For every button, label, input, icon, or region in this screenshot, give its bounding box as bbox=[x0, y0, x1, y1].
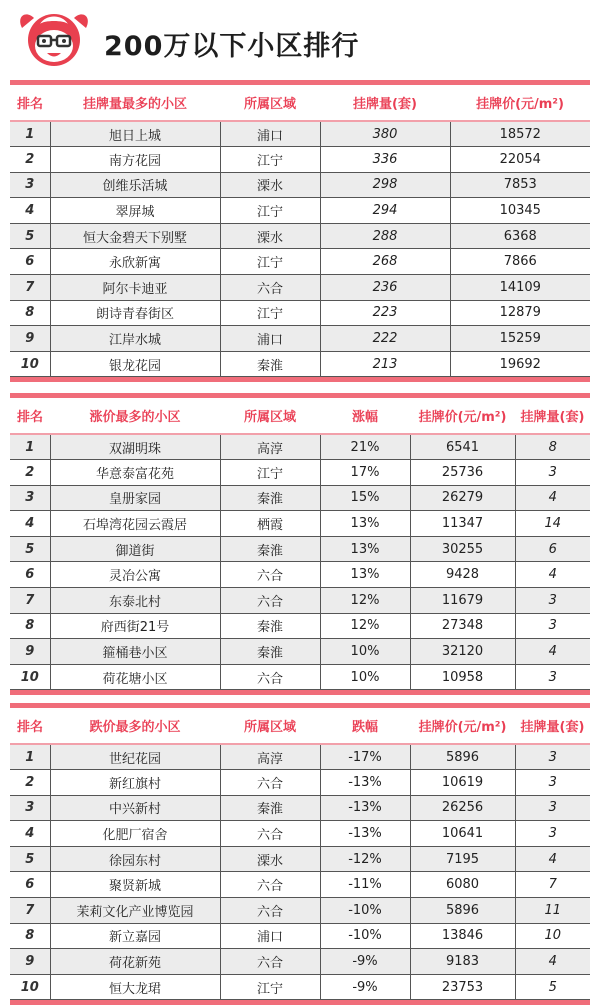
rank-cell: 4 bbox=[10, 821, 50, 847]
district-cell: 浦口 bbox=[220, 923, 320, 949]
listings-cell: 4 bbox=[515, 949, 590, 975]
community-cell: 旭日上城 bbox=[50, 121, 220, 147]
community-cell: 聚贤新城 bbox=[50, 872, 220, 898]
community-cell: 新立嘉园 bbox=[50, 923, 220, 949]
community-cell: 南方花园 bbox=[50, 147, 220, 173]
district-cell: 高淳 bbox=[220, 744, 320, 770]
community-cell: 银龙花园 bbox=[50, 351, 220, 377]
listings-cell: 7 bbox=[515, 872, 590, 898]
community-cell: 创维乐活城 bbox=[50, 172, 220, 198]
price-cell: 10619 bbox=[410, 770, 515, 796]
rank-cell: 6 bbox=[10, 872, 50, 898]
price-cell: 5896 bbox=[410, 744, 515, 770]
rank-cell: 6 bbox=[10, 249, 50, 275]
community-cell: 恒大金碧天下别墅 bbox=[50, 223, 220, 249]
price-cell: 6368 bbox=[450, 223, 590, 249]
district-cell: 六合 bbox=[220, 949, 320, 975]
change-cell: 13% bbox=[320, 562, 410, 588]
rank-cell: 5 bbox=[10, 223, 50, 249]
community-cell: 箍桶巷小区 bbox=[50, 639, 220, 665]
table-row bbox=[10, 172, 590, 198]
table-row bbox=[10, 795, 590, 821]
district-cell: 栖霞 bbox=[220, 511, 320, 537]
section-bottom-bar bbox=[10, 377, 590, 382]
table-row bbox=[10, 198, 590, 224]
district-cell: 江宁 bbox=[220, 460, 320, 486]
change-cell: 13% bbox=[320, 511, 410, 537]
community-cell: 恒大龙珺 bbox=[50, 974, 220, 1000]
community-cell: 世纪花园 bbox=[50, 744, 220, 770]
rank-cell: 10 bbox=[10, 664, 50, 690]
rank-cell: 6 bbox=[10, 562, 50, 588]
rank-cell: 7 bbox=[10, 275, 50, 301]
rank-cell: 8 bbox=[10, 300, 50, 326]
table-header-row bbox=[10, 708, 590, 744]
district-cell: 溧水 bbox=[220, 846, 320, 872]
header-rank: 排名 bbox=[10, 85, 50, 121]
rank-cell: 3 bbox=[10, 485, 50, 511]
district-cell: 秦淮 bbox=[220, 639, 320, 665]
change-cell: 15% bbox=[320, 485, 410, 511]
district-cell: 秦淮 bbox=[220, 536, 320, 562]
table-row bbox=[10, 460, 590, 486]
table-row bbox=[10, 588, 590, 614]
header-community: 涨价最多的小区 bbox=[50, 398, 220, 434]
rank-cell: 5 bbox=[10, 846, 50, 872]
listings-cell: 3 bbox=[515, 460, 590, 486]
listings-cell: 4 bbox=[515, 485, 590, 511]
page-title: 200万以下小区排行 bbox=[104, 31, 360, 62]
table-row bbox=[10, 147, 590, 173]
community-cell: 茉莉文化产业博览园 bbox=[50, 898, 220, 924]
rank-cell: 9 bbox=[10, 639, 50, 665]
table-row bbox=[10, 639, 590, 665]
rank-cell: 10 bbox=[10, 351, 50, 377]
header-district: 所属区域 bbox=[220, 398, 320, 434]
community-cell: 荷花新苑 bbox=[50, 949, 220, 975]
header-community: 挂牌量最多的小区 bbox=[50, 85, 220, 121]
district-cell: 六合 bbox=[220, 770, 320, 796]
price-cell: 18572 bbox=[450, 121, 590, 147]
district-cell: 江宁 bbox=[220, 198, 320, 224]
change-cell: -13% bbox=[320, 795, 410, 821]
change-cell: -10% bbox=[320, 898, 410, 924]
header-district: 所属区域 bbox=[220, 85, 320, 121]
price-cell: 5896 bbox=[410, 898, 515, 924]
table-row bbox=[10, 770, 590, 796]
listings-cell: 3 bbox=[515, 613, 590, 639]
rank-cell: 2 bbox=[10, 147, 50, 173]
change-cell: -9% bbox=[320, 949, 410, 975]
change-cell: 10% bbox=[320, 664, 410, 690]
district-cell: 秦淮 bbox=[220, 351, 320, 377]
price-cell: 6080 bbox=[410, 872, 515, 898]
section-bottom-bar bbox=[10, 1000, 590, 1005]
listings-cell: 4 bbox=[515, 846, 590, 872]
table-row bbox=[10, 275, 590, 301]
district-cell: 江宁 bbox=[220, 249, 320, 275]
most-listings-section bbox=[10, 80, 590, 382]
listings-cell: 3 bbox=[515, 821, 590, 847]
district-cell: 溧水 bbox=[220, 172, 320, 198]
listings-cell: 3 bbox=[515, 795, 590, 821]
change-cell: -9% bbox=[320, 974, 410, 1000]
mascot-logo-icon bbox=[16, 6, 92, 72]
community-cell: 御道街 bbox=[50, 536, 220, 562]
district-cell: 江宁 bbox=[220, 300, 320, 326]
change-cell: 10% bbox=[320, 639, 410, 665]
price-cell: 26279 bbox=[410, 485, 515, 511]
table-row bbox=[10, 300, 590, 326]
table-row bbox=[10, 821, 590, 847]
community-cell: 阿尔卡迪亚 bbox=[50, 275, 220, 301]
page-header bbox=[0, 0, 600, 78]
header-price: 挂牌价(元/m²) bbox=[410, 708, 515, 744]
largest-increase-section bbox=[10, 393, 590, 695]
price-cell: 7866 bbox=[450, 249, 590, 275]
table-row bbox=[10, 434, 590, 460]
listings-cell: 4 bbox=[515, 562, 590, 588]
listings-cell: 380 bbox=[320, 121, 450, 147]
header-price: 挂牌价(元/m²) bbox=[410, 398, 515, 434]
price-cell: 12879 bbox=[450, 300, 590, 326]
community-cell: 化肥厂宿舍 bbox=[50, 821, 220, 847]
header-listings: 挂牌量(套) bbox=[515, 398, 590, 434]
change-cell: 13% bbox=[320, 536, 410, 562]
community-cell: 府西街21号 bbox=[50, 613, 220, 639]
largest-increase-table bbox=[10, 398, 590, 690]
community-cell: 中兴新村 bbox=[50, 795, 220, 821]
rank-cell: 10 bbox=[10, 974, 50, 1000]
listings-cell: 11 bbox=[515, 898, 590, 924]
price-cell: 32120 bbox=[410, 639, 515, 665]
price-cell: 26256 bbox=[410, 795, 515, 821]
listings-cell: 288 bbox=[320, 223, 450, 249]
listings-cell: 3 bbox=[515, 588, 590, 614]
header-listings: 挂牌量(套) bbox=[515, 708, 590, 744]
community-cell: 江岸水城 bbox=[50, 326, 220, 352]
header-change: 涨幅 bbox=[320, 398, 410, 434]
price-cell: 10958 bbox=[410, 664, 515, 690]
district-cell: 六合 bbox=[220, 275, 320, 301]
table-row bbox=[10, 898, 590, 924]
rank-cell: 3 bbox=[10, 172, 50, 198]
table-row bbox=[10, 536, 590, 562]
price-cell: 27348 bbox=[410, 613, 515, 639]
table-header-row bbox=[10, 398, 590, 434]
header-rank: 排名 bbox=[10, 708, 50, 744]
table-row bbox=[10, 485, 590, 511]
change-cell: -17% bbox=[320, 744, 410, 770]
table-row bbox=[10, 872, 590, 898]
listings-cell: 236 bbox=[320, 275, 450, 301]
price-cell: 11679 bbox=[410, 588, 515, 614]
district-cell: 江宁 bbox=[220, 147, 320, 173]
price-cell: 10641 bbox=[410, 821, 515, 847]
rank-cell: 3 bbox=[10, 795, 50, 821]
listings-cell: 8 bbox=[515, 434, 590, 460]
listings-cell: 222 bbox=[320, 326, 450, 352]
listings-cell: 10 bbox=[515, 923, 590, 949]
table-row bbox=[10, 511, 590, 537]
table-row bbox=[10, 249, 590, 275]
district-cell: 六合 bbox=[220, 664, 320, 690]
header-district: 所属区域 bbox=[220, 708, 320, 744]
price-cell: 6541 bbox=[410, 434, 515, 460]
listings-cell: 223 bbox=[320, 300, 450, 326]
rank-cell: 4 bbox=[10, 511, 50, 537]
table-row bbox=[10, 744, 590, 770]
listings-cell: 3 bbox=[515, 744, 590, 770]
change-cell: -11% bbox=[320, 872, 410, 898]
price-cell: 15259 bbox=[450, 326, 590, 352]
district-cell: 六合 bbox=[220, 821, 320, 847]
table-header-row bbox=[10, 85, 590, 121]
community-cell: 朗诗青春街区 bbox=[50, 300, 220, 326]
table-row bbox=[10, 613, 590, 639]
listings-cell: 4 bbox=[515, 639, 590, 665]
community-cell: 翠屏城 bbox=[50, 198, 220, 224]
table-row bbox=[10, 949, 590, 975]
price-cell: 23753 bbox=[410, 974, 515, 1000]
rank-cell: 2 bbox=[10, 770, 50, 796]
header-change: 跌幅 bbox=[320, 708, 410, 744]
rank-cell: 1 bbox=[10, 744, 50, 770]
table-row bbox=[10, 121, 590, 147]
district-cell: 秦淮 bbox=[220, 795, 320, 821]
district-cell: 六合 bbox=[220, 898, 320, 924]
header-rank: 排名 bbox=[10, 398, 50, 434]
community-cell: 石埠湾花园云霞居 bbox=[50, 511, 220, 537]
rank-cell: 9 bbox=[10, 949, 50, 975]
community-cell: 徐园东村 bbox=[50, 846, 220, 872]
change-cell: -10% bbox=[320, 923, 410, 949]
listings-cell: 3 bbox=[515, 770, 590, 796]
change-cell: 21% bbox=[320, 434, 410, 460]
rank-cell: 7 bbox=[10, 588, 50, 614]
price-cell: 13846 bbox=[410, 923, 515, 949]
rank-cell: 7 bbox=[10, 898, 50, 924]
district-cell: 六合 bbox=[220, 588, 320, 614]
change-cell: -12% bbox=[320, 846, 410, 872]
listings-cell: 336 bbox=[320, 147, 450, 173]
listings-cell: 298 bbox=[320, 172, 450, 198]
community-cell: 双湖明珠 bbox=[50, 434, 220, 460]
price-cell: 19692 bbox=[450, 351, 590, 377]
table-row bbox=[10, 974, 590, 1000]
price-cell: 25736 bbox=[410, 460, 515, 486]
rank-cell: 2 bbox=[10, 460, 50, 486]
header-listings: 挂牌量(套) bbox=[320, 85, 450, 121]
price-cell: 11347 bbox=[410, 511, 515, 537]
district-cell: 江宁 bbox=[220, 974, 320, 1000]
community-cell: 皇册家园 bbox=[50, 485, 220, 511]
community-cell: 东泰北村 bbox=[50, 588, 220, 614]
table-row bbox=[10, 223, 590, 249]
table-row bbox=[10, 923, 590, 949]
district-cell: 六合 bbox=[220, 562, 320, 588]
table-row bbox=[10, 562, 590, 588]
change-cell: -13% bbox=[320, 770, 410, 796]
community-cell: 新红旗村 bbox=[50, 770, 220, 796]
district-cell: 高淳 bbox=[220, 434, 320, 460]
price-cell: 30255 bbox=[410, 536, 515, 562]
table-row bbox=[10, 664, 590, 690]
community-cell: 华意泰富花苑 bbox=[50, 460, 220, 486]
price-cell: 14109 bbox=[450, 275, 590, 301]
district-cell: 溧水 bbox=[220, 223, 320, 249]
section-bottom-bar bbox=[10, 690, 590, 695]
largest-decrease-table bbox=[10, 708, 590, 1000]
price-cell: 7195 bbox=[410, 846, 515, 872]
price-cell: 7853 bbox=[450, 172, 590, 198]
change-cell: 17% bbox=[320, 460, 410, 486]
listings-cell: 213 bbox=[320, 351, 450, 377]
price-cell: 22054 bbox=[450, 147, 590, 173]
rank-cell: 4 bbox=[10, 198, 50, 224]
change-cell: -13% bbox=[320, 821, 410, 847]
table-row bbox=[10, 351, 590, 377]
rank-cell: 8 bbox=[10, 613, 50, 639]
listings-cell: 5 bbox=[515, 974, 590, 1000]
listings-cell: 3 bbox=[515, 664, 590, 690]
largest-decrease-section bbox=[10, 703, 590, 1005]
rank-cell: 9 bbox=[10, 326, 50, 352]
table-row bbox=[10, 326, 590, 352]
district-cell: 秦淮 bbox=[220, 613, 320, 639]
district-cell: 秦淮 bbox=[220, 485, 320, 511]
listings-cell: 268 bbox=[320, 249, 450, 275]
most-listings-table bbox=[10, 85, 590, 377]
rank-cell: 1 bbox=[10, 434, 50, 460]
rank-cell: 8 bbox=[10, 923, 50, 949]
listings-cell: 294 bbox=[320, 198, 450, 224]
listings-cell: 6 bbox=[515, 536, 590, 562]
listings-cell: 14 bbox=[515, 511, 590, 537]
rank-cell: 5 bbox=[10, 536, 50, 562]
district-cell: 浦口 bbox=[220, 121, 320, 147]
change-cell: 12% bbox=[320, 588, 410, 614]
header-price: 挂牌价(元/m²) bbox=[450, 85, 590, 121]
community-cell: 灵冶公寓 bbox=[50, 562, 220, 588]
table-row bbox=[10, 846, 590, 872]
price-cell: 10345 bbox=[450, 198, 590, 224]
community-cell: 荷花塘小区 bbox=[50, 664, 220, 690]
header-community: 跌价最多的小区 bbox=[50, 708, 220, 744]
price-cell: 9428 bbox=[410, 562, 515, 588]
change-cell: 12% bbox=[320, 613, 410, 639]
district-cell: 浦口 bbox=[220, 326, 320, 352]
district-cell: 六合 bbox=[220, 872, 320, 898]
community-cell: 永欣新寓 bbox=[50, 249, 220, 275]
rank-cell: 1 bbox=[10, 121, 50, 147]
price-cell: 9183 bbox=[410, 949, 515, 975]
